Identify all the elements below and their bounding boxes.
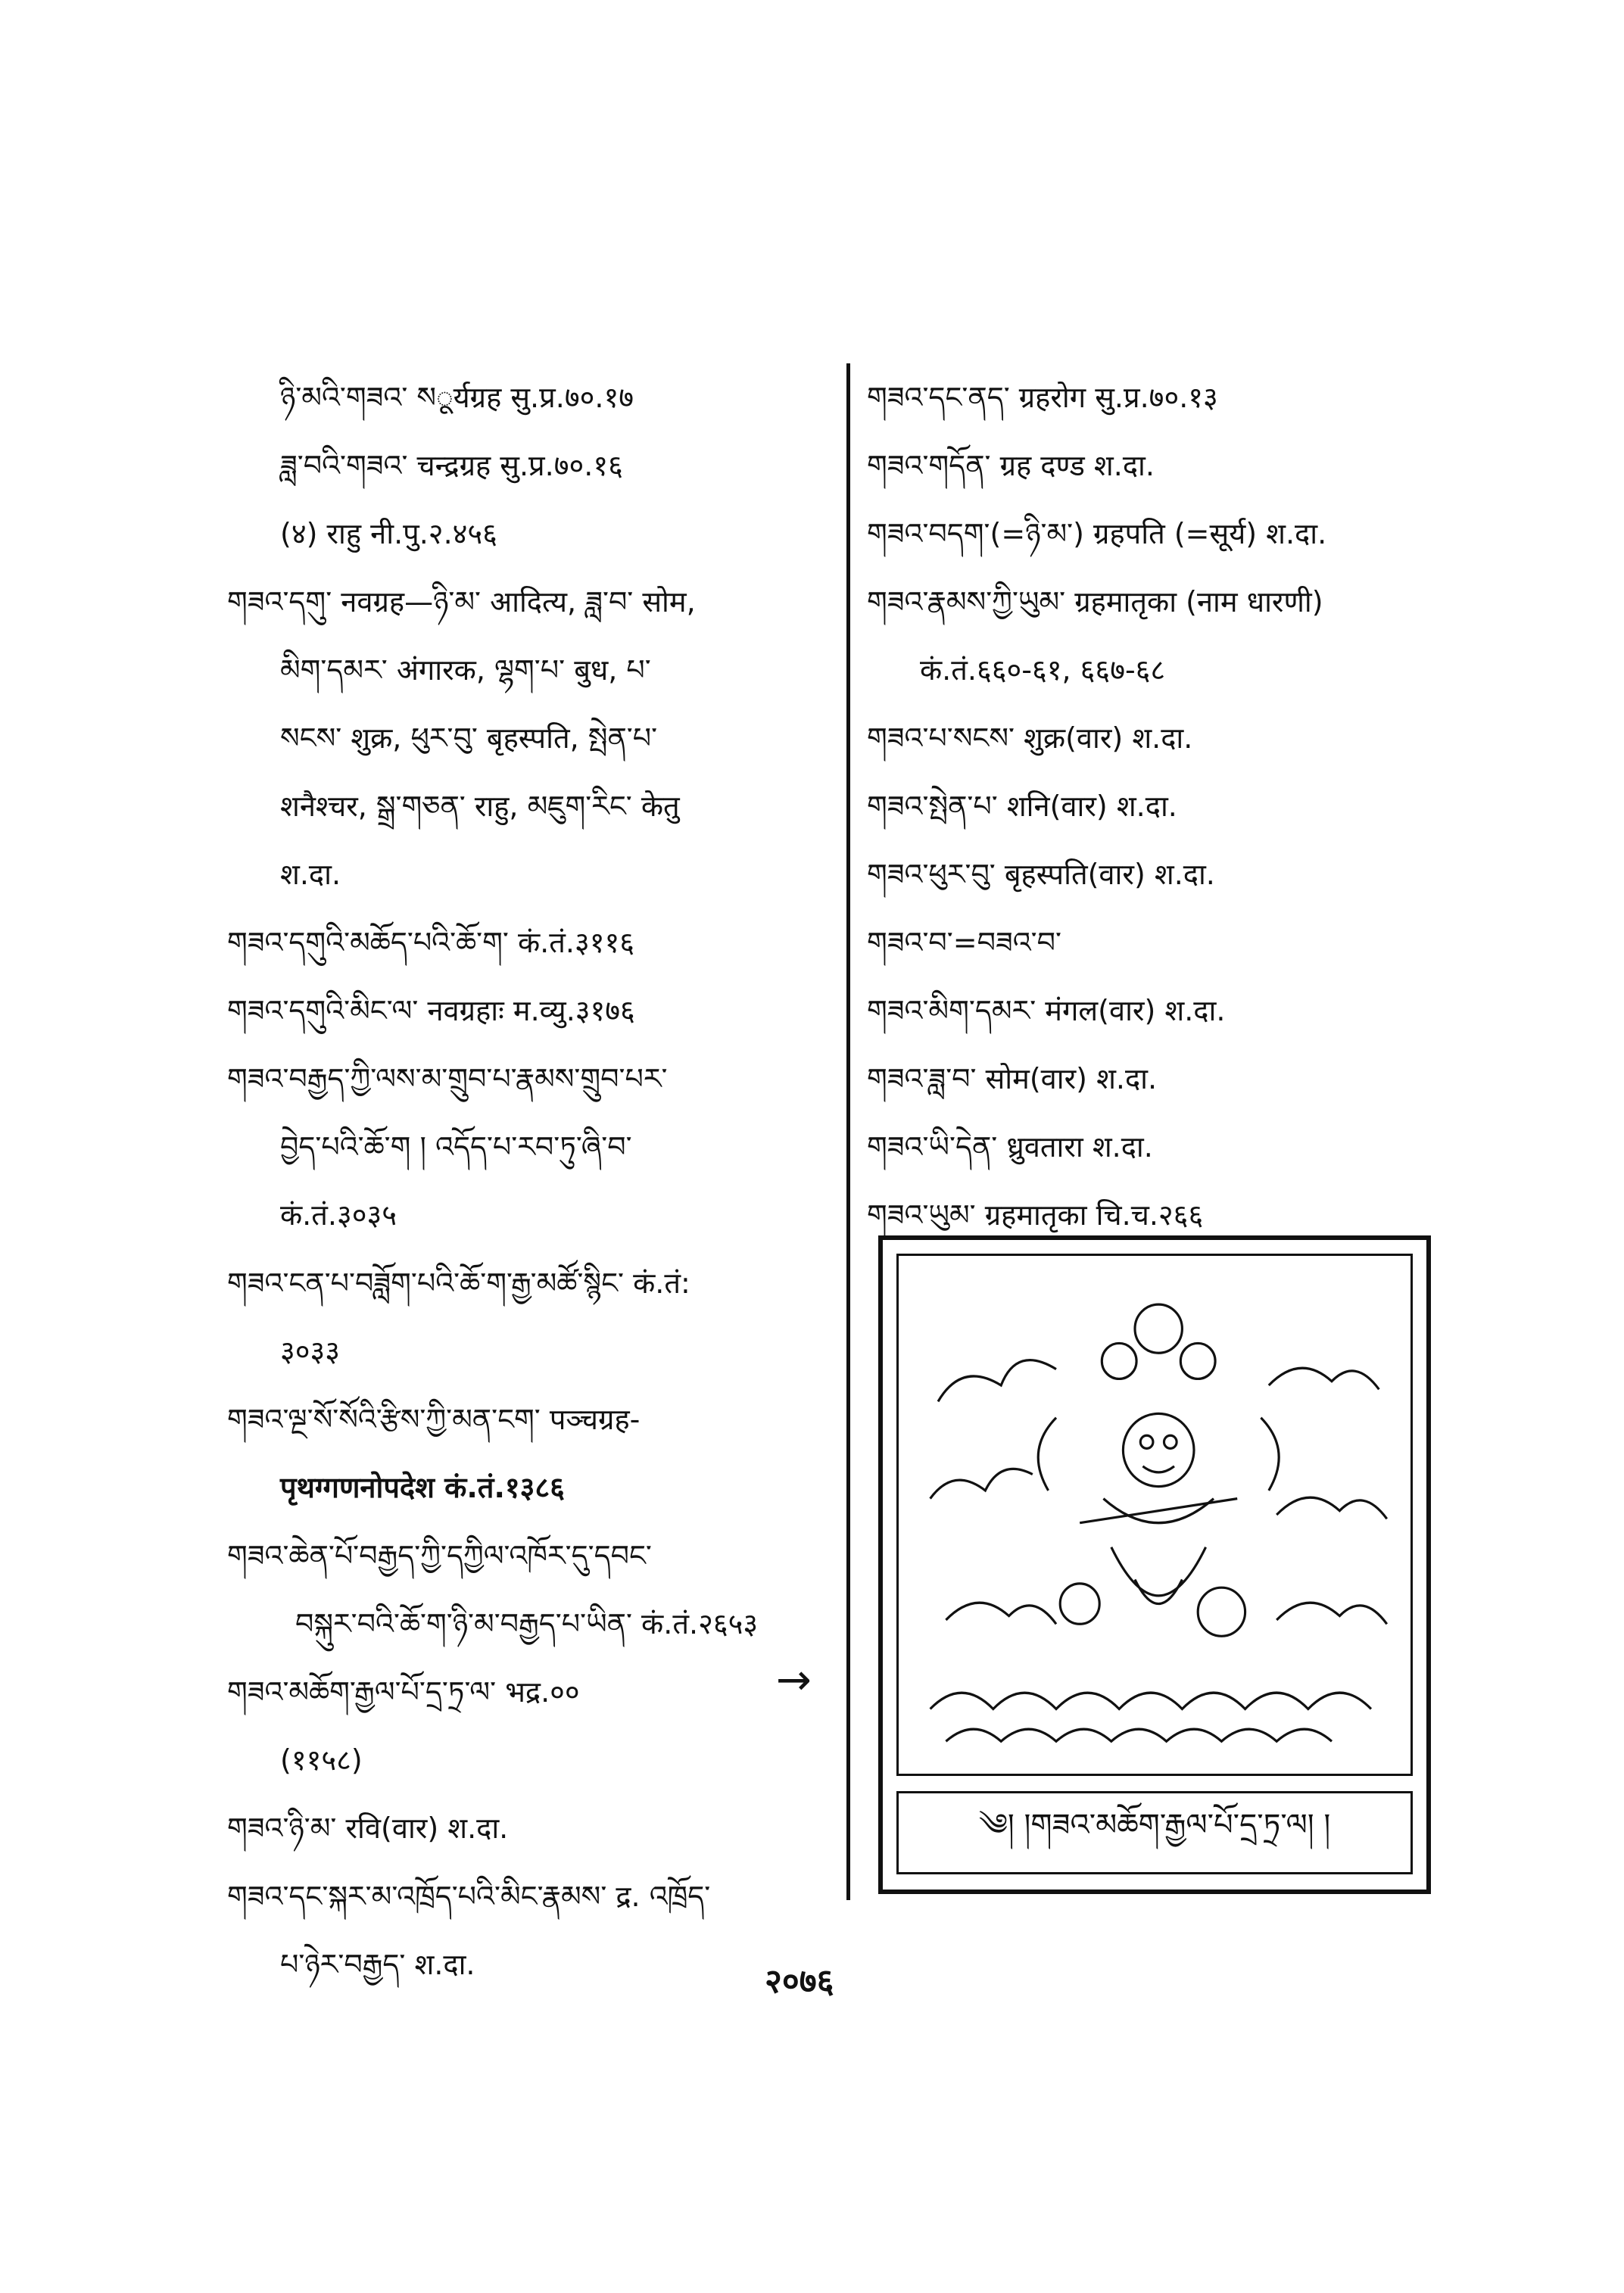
entry: (४) राहु नी.पु.२.४५६	[280, 517, 497, 550]
entry: གཟའ་ཆེན་པོ་བརྒྱད་ཀྱི་དཀྱིལ་འཁོར་དུ་དབང་	[227, 1539, 652, 1572]
column-divider	[846, 363, 850, 1900]
entry: ३०३३	[280, 1335, 341, 1368]
entry: གཟའ་བ་=བཟའ་བ་	[867, 926, 1061, 959]
entry: གཟའ་ཟླ་བ་ सोम(वार) श.दा.	[867, 1062, 1158, 1095]
entry: གཟའ་དང་ནད་ ग्रहरोग सु.प्र.७०.१३	[867, 381, 1218, 414]
entry: གཟའ་རྣམས་ཀྱི་ཡུམ་ ग्रहमातृका (नाम धारणी)	[867, 585, 1323, 618]
entry: བསྐུར་བའི་ཆོ་ག་ཉི་མ་བརྒྱད་པ་ཡིན་ कं.तं.२६५३	[295, 1607, 759, 1640]
entry: གཟའ་དགུ་ नवग्रह—ཉི་མ་ आदित्य, ཟླ་བ་ सोम,	[227, 585, 696, 618]
entry: གཟའ་སྤེན་པ་ शनि(वार) श.दा.	[867, 790, 1177, 823]
entry: པ་ཉེར་བརྒྱད་ श.दा.	[280, 1948, 475, 1981]
right-arrow-icon: →	[776, 1656, 812, 1705]
entry: གཟའ་དགུའི་མིང་ལ་ नवग्रहाः म.व्यु.३१७६	[227, 994, 635, 1027]
entry: कं.तं.६६०-६१, ६६७-६८	[920, 653, 1166, 687]
entry: कं.तं.३०३५	[280, 1198, 397, 1232]
entry: གཟའ་དང་སྐར་མ་འཁྲོད་པའི་མིང་རྣམས་ द्र. འཁྲོད་	[227, 1880, 711, 1913]
entry: གཟའ་ཡི་དེན་ ध्रुवतारा श.दा.	[867, 1130, 1153, 1164]
entry: གཟའ་ཕུར་བུ་ बृहस्पति(वार) श.दा.	[867, 858, 1215, 891]
illustration-artwork	[896, 1254, 1413, 1776]
entry: पृथग्गणनोपदेश कं.तं.१३८६	[280, 1471, 565, 1504]
entry: གཟའ་ཉི་མ་ रवि(वार) श.दा.	[227, 1812, 509, 1845]
entry: གཟའ་པ་སངས་ शुक्र(वार) श.दा.	[867, 721, 1193, 755]
entry: शनैश्चर, སྒྲ་གཅན་ राहु, མཇུག་རིང་ केतु	[280, 790, 680, 823]
entry: མིག་དམར་ अंगारक, ལྷག་པ་ बुध, པ་	[280, 653, 651, 687]
deity-illustration	[878, 1235, 1431, 1894]
right-column	[867, 363, 1457, 1249]
entry: ཟླ་བའི་གཟའ་ चन्द्रग्रह सु.प्र.७०.१६	[280, 449, 623, 482]
entry: གཟའ་བདག་(=ཉི་མ་) ग्रहपति (=सूर्य) श.दा.	[867, 517, 1327, 550]
entry: གཟའ་མཆོག་རྒྱལ་པོ་དྲ་ཏྲ་ལ་ भद्र.००	[227, 1675, 580, 1709]
entry: གཟའ་ཡུམ་ ग्रहमातृका चि.च.२६६	[867, 1198, 1204, 1232]
entry: གཟའ་གདོན་ ग्रह दण्ड श.दा.	[867, 449, 1155, 482]
entry: གཟའ་མིག་དམར་ मंगल(वार) श.दा.	[867, 994, 1226, 1027]
entry: ཉི་མའི་གཟའ་ སूर्यग्रह सु.प्र.७०.१७	[280, 381, 634, 414]
entry: སངས་ शुक्र, ཕུར་བུ་ बृहस्पति, སྤེན་པ་	[280, 721, 658, 755]
entry: གཟའ་དགུའི་མཆོད་པའི་ཆོ་ག་ कं.तं.३११६	[227, 926, 634, 959]
figure-caption: ༄། །གཟའ་མཆོག་རྒྱལ་པོ་དྲ་ཏྲ་ལ། །	[896, 1791, 1413, 1874]
entry: གཟའ་ལྔ་སོ་སོའི་རྩིས་ཀྱི་མན་ངག་ पञ्चग्रह-	[227, 1403, 641, 1436]
entry: श.दा.	[280, 858, 341, 891]
entry: གཟའ་བརྒྱད་ཀྱི་ལས་མ་གྲུབ་པ་རྣམས་གྲུབ་པར་	[227, 1062, 668, 1095]
page-number: २०७६	[765, 1962, 834, 2001]
entry: བྱེད་པའི་ཆོ་ག ། འདོད་པ་རབ་ཏུ་ཞི་བ་	[280, 1130, 632, 1164]
entry: (११५८)	[280, 1743, 363, 1777]
entry: གཟའ་ངན་པ་བཟློག་པའི་ཆོ་ག་རྒྱ་མཚོ་སྙིང་ कं.तं:	[227, 1266, 690, 1300]
deity-drawing	[899, 1256, 1410, 1774]
left-column	[227, 363, 848, 1999]
